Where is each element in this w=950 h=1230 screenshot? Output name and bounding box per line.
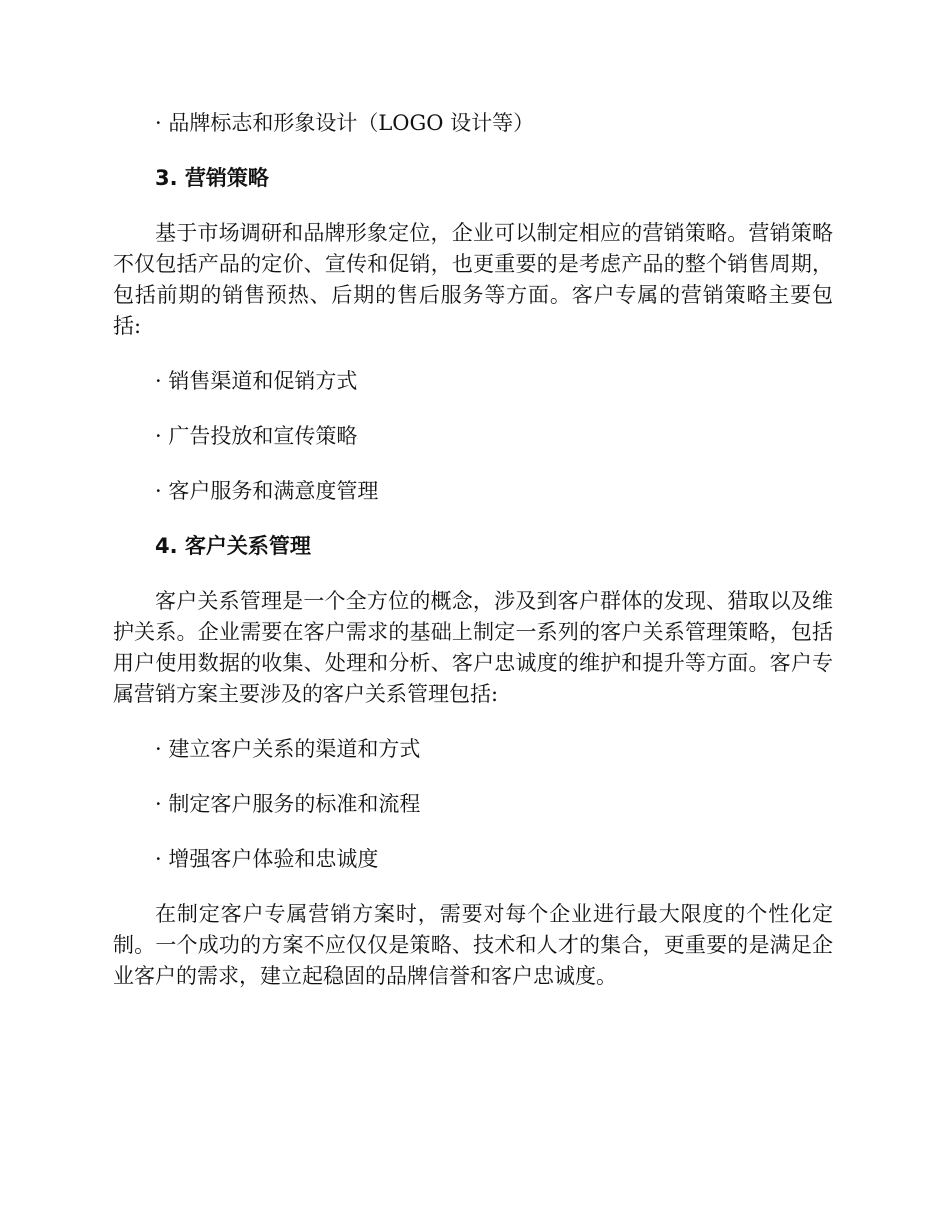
bullet-crm-channels: · 建立客户关系的渠道和方式: [155, 737, 421, 761]
bullet-service-standards: · 制定客户服务的标准和流程: [155, 792, 421, 816]
bullet-logo-design: · 品牌标志和形象设计（LOGO 设计等）: [155, 111, 535, 135]
heading-marketing-strategy: 3. 营销策略: [155, 166, 269, 190]
bullet-customer-experience: · 增强客户体验和忠诚度: [155, 847, 379, 871]
bullet-customer-service: · 客户服务和满意度管理: [155, 479, 379, 503]
bullet-sales-channels: · 销售渠道和促销方式: [155, 369, 358, 393]
bullet-advertising: · 广告投放和宣传策略: [155, 424, 358, 448]
paragraph-crm: 客户关系管理是一个全方位的概念，涉及到客户群体的发现、猎取以及维护关系。企业需要在客户需求的基础上制定一系列的客户关系管理策略，包括用户使用数据的收集、处理和分析、客户忠诚度的维护和提升等方面。客户专属营销方案主要涉及的客户关系管理包括:: [113, 589, 833, 706]
paragraph-marketing-strategy: 基于市场调研和品牌形象定位，企业可以制定相应的营销策略。营销策略不仅包括产品的定价、宣传和促销，也更重要的是考虑产品的整个销售周期，包括前期的销售预热、后期的售后服务等方面。客户专属的营销策略主要包括:: [113, 221, 833, 338]
heading-crm: 4. 客户关系管理: [155, 534, 311, 558]
paragraph-conclusion: 在制定客户专属营销方案时，需要对每个企业进行最大限度的个性化定制。一个成功的方案不应仅仅是策略、技术和人才的集合，更重要的是满足企业客户的需求，建立起稳固的品牌信誉和客户忠诚度。: [113, 902, 833, 988]
document-body: [113, 108, 833, 992]
